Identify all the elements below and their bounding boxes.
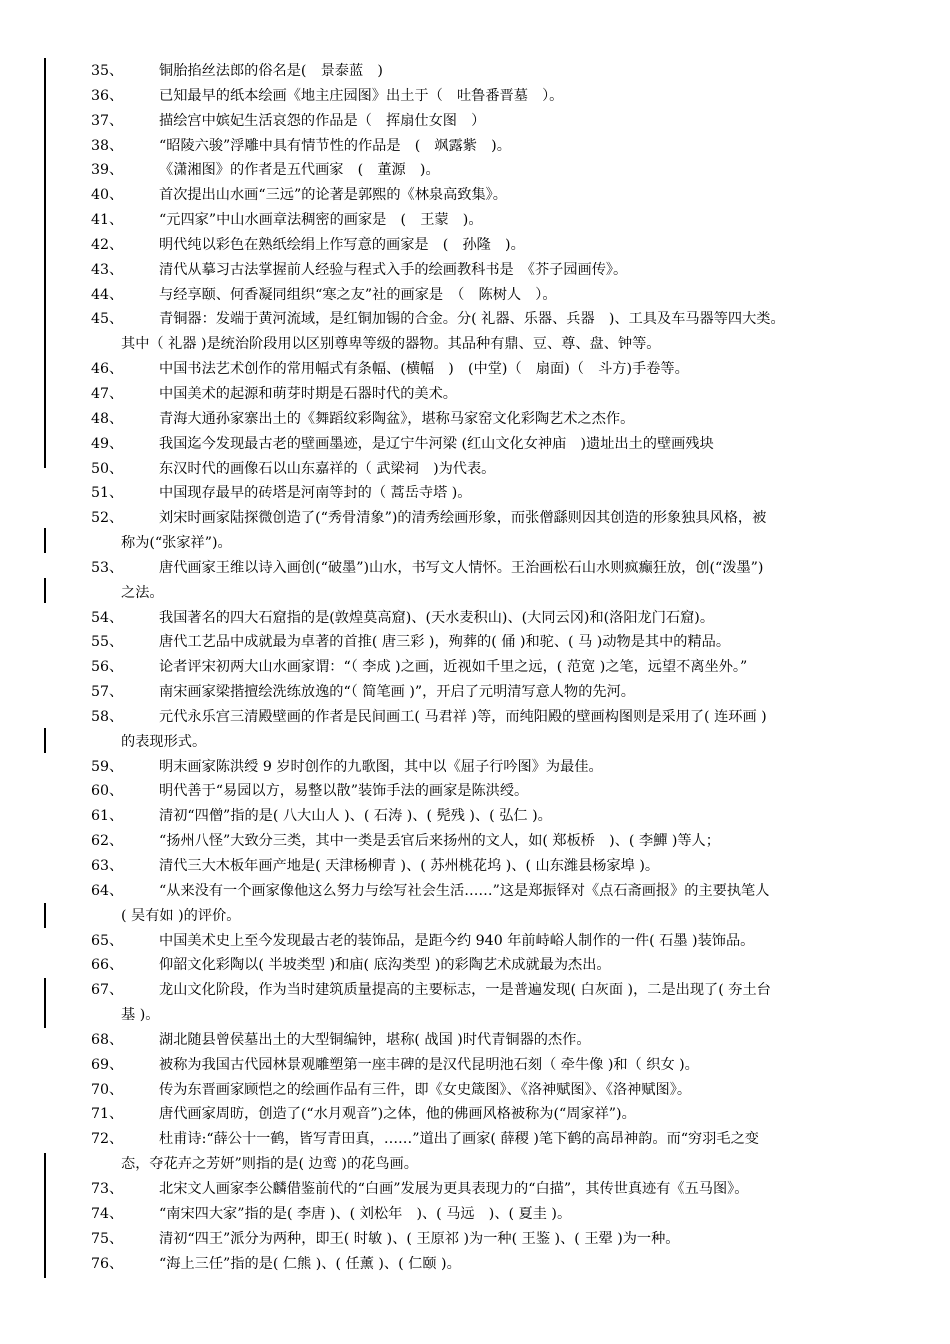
question-line — [0, 730, 950, 755]
question-number: 74、 — [91, 1205, 124, 1222]
question-item — [0, 59, 950, 84]
question-number: 54、 — [91, 609, 124, 626]
question-line — [0, 804, 950, 829]
question-number: 46、 — [91, 361, 124, 378]
question-line — [0, 1053, 950, 1078]
question-line — [0, 755, 950, 780]
question-item — [0, 804, 950, 829]
question-line — [0, 829, 950, 854]
question-number: 51、 — [91, 485, 124, 502]
question-text: “海上三任”指的是( 仁熊 )、( 任薰 )、( 仁颐 )。 — [159, 1255, 461, 1272]
question-text: 传为东晋画家顾恺之的绘画作品有三件，即《女史箴图》、《洛神赋图》、《洛神赋图》。 — [159, 1081, 692, 1098]
question-line — [0, 1252, 950, 1277]
question-item — [0, 481, 950, 506]
question-number: 70、 — [91, 1081, 124, 1098]
question-item — [0, 680, 950, 705]
question-line — [0, 1152, 950, 1177]
question-text: 唐代画家王维以诗入画创(“破墨”)山水，书写文人情怀。王治画松石山水则疯癫狂放，创(“泼墨”) — [159, 559, 764, 576]
question-text: 明末画家陈洪绶 9 岁时创作的九歌图，其中以《屈子行吟图》为最佳。 — [159, 758, 603, 775]
question-text: 刘宋时画家陆探微创造了(“秀骨清象”)的清秀绘画形象，而张僧繇则因其创造的形象独具风格，被 — [159, 510, 767, 527]
question-line — [0, 307, 950, 332]
question-text: 已知最早的纸本绘画《地主庄园图》出土于（ 吐鲁番晋墓 ）。 — [159, 87, 564, 104]
question-number: 73、 — [91, 1180, 124, 1197]
question-line — [0, 1227, 950, 1252]
question-number: 37、 — [91, 112, 124, 129]
question-text: 龙山文化阶段，作为当时建筑质量提高的主要标志，一是普遍发现( 白灰面 )，二是出现了( 夯土台 — [159, 982, 771, 999]
question-text: 被称为我国古代园林景观雕塑第一座丰碑的是汉代昆明池石刻（ 牵牛像 )和（ 织女 )。 — [159, 1056, 699, 1073]
question-line — [0, 457, 950, 482]
question-text: 我国迄今发现最古老的壁画墨迹，是辽宁牛河梁 (红山文化女神庙 )遗址出土的壁画残块 — [159, 435, 714, 452]
question-item — [0, 84, 950, 109]
question-text: 明代善于“易园以方，易整以散”装饰手法的画家是陈洪绶。 — [159, 783, 529, 800]
question-number: 56、 — [91, 659, 124, 676]
question-text: 唐代画家周昉，创造了(“水月观音”)之体，他的佛画风格被称为(“周家祥”)。 — [159, 1106, 636, 1123]
question-line — [0, 705, 950, 730]
question-item — [0, 1177, 950, 1202]
question-text: 中国美术史上至今发现最古老的装饰品，是距今约 940 年前峙峪人制作的一件( 石墨 )装饰品。 — [159, 932, 755, 949]
question-item — [0, 630, 950, 655]
question-item — [0, 705, 950, 755]
question-line — [0, 432, 950, 457]
question-line — [0, 407, 950, 432]
question-line — [0, 879, 950, 904]
question-item — [0, 258, 950, 283]
question-text: “扬州八怪”大致分三类，其中一类是丢官后来扬州的文人，如( 郑板桥 )、( 李鱓 )等人； — [159, 833, 720, 850]
question-number: 49、 — [91, 435, 124, 452]
question-number: 76、 — [91, 1255, 124, 1272]
question-number: 63、 — [91, 858, 124, 874]
question-number: 71、 — [91, 1106, 124, 1123]
question-item — [0, 233, 950, 258]
question-line — [0, 481, 950, 506]
question-text: 东汉时代的画像石以山东嘉祥的（ 武梁祠 )为代表。 — [159, 460, 496, 477]
question-item — [0, 506, 950, 556]
question-item — [0, 283, 950, 308]
question-line — [0, 1078, 950, 1103]
question-line — [0, 581, 950, 606]
question-item — [0, 183, 950, 208]
question-text: “南宋四大家”指的是( 李唐 )、( 刘松年 )、( 马远 )、( 夏圭 )。 — [159, 1205, 572, 1222]
question-item — [0, 978, 950, 1028]
question-text: 清初“四王”派分为两种，即王( 时敏 )、( 王原祁 )为一种( 王鉴 )、( 王翚 )为一种。 — [159, 1230, 680, 1247]
question-text: 称为(“张家祥”)。 — [121, 535, 232, 552]
question-line — [0, 531, 950, 556]
question-line — [0, 84, 950, 109]
question-line — [0, 1003, 950, 1028]
question-text: 唐代工艺品中成就最为卓著的首推( 唐三彩 )，殉葬的( 俑 )和驼、( 马 )动物是其中的精品。 — [159, 634, 731, 651]
question-text: 与经享颐、何香凝同组织“寒之友”社的画家是 （ 陈树人 ）。 — [159, 286, 557, 303]
question-item — [0, 1102, 950, 1127]
question-text: 中国现存最早的砖塔是河南等封的（ 蒿岳寺塔 )。 — [159, 485, 472, 502]
question-item — [0, 134, 950, 159]
question-text: 论者评宋初两大山水画家谓：“（ 李成 )之画，近视如千里之远，( 范宽 )之笔，远望不离坐外。” — [159, 659, 748, 676]
question-item — [0, 357, 950, 382]
question-line — [0, 630, 950, 655]
question-text: 铜胎掐丝法郎的俗名是( 景泰蓝 ) — [159, 63, 383, 79]
question-number: 44、 — [91, 286, 124, 303]
question-item — [0, 854, 950, 879]
question-line — [0, 655, 950, 680]
question-item — [0, 1127, 950, 1177]
question-line — [0, 1028, 950, 1053]
question-number: 61、 — [91, 808, 124, 825]
question-text: 基 )。 — [121, 1007, 160, 1024]
question-line — [0, 904, 950, 929]
question-item — [0, 755, 950, 780]
question-line — [0, 382, 950, 407]
question-text: 青海大通孙家寨出土的《舞蹈纹彩陶盆》，堪称马家窑文化彩陶艺术之杰作。 — [159, 410, 635, 427]
question-number: 59、 — [91, 758, 124, 775]
question-text: 的表现形式。 — [121, 733, 207, 750]
question-number: 38、 — [91, 137, 124, 154]
question-item — [0, 109, 950, 134]
question-item — [0, 829, 950, 854]
question-line — [0, 183, 950, 208]
question-item — [0, 208, 950, 233]
question-number: 62、 — [91, 833, 124, 850]
question-line — [0, 680, 950, 705]
question-item — [0, 407, 950, 432]
question-number: 66、 — [91, 957, 124, 974]
question-line — [0, 109, 950, 134]
question-number: 65、 — [91, 932, 124, 949]
question-text: 杜甫诗:“薛公十一鹤，皆写青田真，……”道出了画家( 薛稷 )笔下鹤的高昂神韵。而“穷羽毛之变 — [159, 1131, 759, 1148]
question-item — [0, 158, 950, 183]
question-text: “昭陵六骏”浮雕中具有情节性的作品是 ( 飒露紫 )。 — [159, 137, 511, 154]
question-item — [0, 307, 950, 357]
question-line — [0, 158, 950, 183]
question-number: 48、 — [91, 410, 124, 427]
question-line — [0, 208, 950, 233]
question-text: 其中（ 礼器 )是统治阶段用以区别尊卑等级的器物。其品种有鼎、豆、尊、盘、钟等。 — [121, 336, 661, 353]
question-line — [0, 357, 950, 382]
question-text: ( 吴有如 )的评价。 — [121, 907, 241, 924]
question-number: 75、 — [91, 1230, 124, 1247]
question-number: 55、 — [91, 634, 124, 651]
question-item — [0, 457, 950, 482]
question-number: 67、 — [91, 982, 124, 999]
question-number: 64、 — [91, 882, 124, 899]
question-item — [0, 655, 950, 680]
question-number: 69、 — [91, 1056, 124, 1073]
question-line — [0, 1102, 950, 1127]
question-number: 43、 — [91, 261, 124, 278]
question-number: 58、 — [91, 708, 124, 725]
question-item — [0, 606, 950, 631]
question-number: 52、 — [91, 510, 124, 527]
question-text: 我国著名的四大石窟指的是(敦煌莫高窟)、(天水麦积山)、(大同云冈)和(洛阳龙门石窟)。 — [159, 609, 715, 626]
question-number: 72、 — [91, 1131, 124, 1148]
question-text: 《潇湘图》的作者是五代画家 ( 董源 )。 — [159, 162, 440, 179]
question-number: 35、 — [91, 63, 124, 79]
question-text: 首次提出山水画“三远”的论著是郭熙的《林泉高致集》。 — [159, 187, 507, 204]
question-number: 53、 — [91, 559, 124, 576]
question-number: 41、 — [91, 212, 124, 229]
question-text: 中国美术的起源和萌芽时期是石器时代的美术。 — [159, 385, 457, 402]
question-text: 北宋文人画家李公麟借鉴前代的“白画”发展为更具表现力的“白描”，其传世真迹有《五马图》。 — [159, 1180, 749, 1197]
question-item — [0, 432, 950, 457]
question-text: 中国书法艺术创作的常用幅式有条幅、(横幅 ) (中堂)（ 扇面)（ 斗方)手卷等。 — [159, 361, 689, 378]
question-number: 60、 — [91, 783, 124, 800]
question-line — [0, 556, 950, 581]
question-text: 南宋画家梁揩擅绘洗练放逸的“（ 简笔画 )”，开启了元明清写意人物的先河。 — [159, 684, 635, 701]
question-line — [0, 258, 950, 283]
question-number: 47、 — [91, 385, 124, 402]
question-item — [0, 1053, 950, 1078]
question-item — [0, 1252, 950, 1277]
question-number: 39、 — [91, 162, 124, 179]
question-text: 湖北随县曾侯墓出土的大型铜编钟，堪称( 战国 )时代青铜器的杰作。 — [159, 1031, 591, 1048]
question-text: 清代从摹习古法掌握前人经验与程式入手的绘画教科书是 《芥子园画传》。 — [159, 261, 628, 278]
question-line — [0, 1127, 950, 1152]
question-text: 青铜器：发端于黄河流域，是红铜加锡的合金。分( 礼器、乐器、兵器 )、工具及车马器等四大类。 — [159, 311, 785, 328]
question-text: 清代三大木板年画产地是( 天津杨柳青 )、( 苏州桃花坞 )、( 山东潍县杨家埠 )。 — [159, 858, 660, 874]
question-item — [0, 953, 950, 978]
question-line — [0, 134, 950, 159]
question-line — [0, 779, 950, 804]
question-text: 仰韶文化彩陶以( 半坡类型 )和庙( 底沟类型 )的彩陶艺术成就最为杰出。 — [159, 957, 611, 974]
question-text: 清初“四僧”指的是( 八大山人 )、( 石涛 )、( 髡残 )、( 弘仁 )。 — [159, 808, 552, 825]
question-item — [0, 1028, 950, 1053]
question-line — [0, 606, 950, 631]
question-text: 之法。 — [121, 584, 164, 601]
question-line — [0, 929, 950, 954]
question-number: 42、 — [91, 236, 124, 253]
question-item — [0, 1078, 950, 1103]
question-text: 元代永乐宫三清殿壁画的作者是民间画工( 马君祥 )等，而纯阳殿的壁画构图则是采用了( 连环画 ) — [159, 708, 767, 725]
question-text: 态，夺花卉之芳妍”则指的是( 边鸾 )的花鸟画。 — [121, 1156, 418, 1173]
question-text: 明代纯以彩色在熟纸绘绢上作写意的画家是 ( 孙隆 )。 — [159, 236, 525, 253]
question-text: “从来没有一个画家像他这么努力与绘写社会生活……”这是郑振铎对《点石斋画报》的主要执笔人 — [159, 882, 770, 899]
question-item — [0, 1227, 950, 1252]
question-item — [0, 556, 950, 606]
question-line — [0, 59, 950, 84]
question-number: 50、 — [91, 460, 124, 477]
question-line — [0, 1202, 950, 1227]
question-line — [0, 283, 950, 308]
question-number: 57、 — [91, 684, 124, 701]
question-item — [0, 779, 950, 804]
question-number: 40、 — [91, 187, 124, 204]
question-number: 68、 — [91, 1031, 124, 1048]
question-line — [0, 233, 950, 258]
question-line — [0, 978, 950, 1003]
question-item — [0, 929, 950, 954]
question-number: 45、 — [91, 311, 124, 328]
question-line — [0, 332, 950, 357]
question-number: 36、 — [91, 87, 124, 104]
question-line — [0, 506, 950, 531]
question-line — [0, 953, 950, 978]
question-line — [0, 1177, 950, 1202]
question-list — [0, 59, 950, 1276]
question-text: “元四家”中山水画章法稠密的画家是 ( 王蒙 )。 — [159, 212, 483, 229]
question-item — [0, 1202, 950, 1227]
question-line — [0, 854, 950, 879]
question-item — [0, 382, 950, 407]
question-item — [0, 879, 950, 929]
question-text: 描绘宫中嫔妃生活哀怨的作品是（ 挥扇仕女图 ） — [159, 112, 486, 129]
